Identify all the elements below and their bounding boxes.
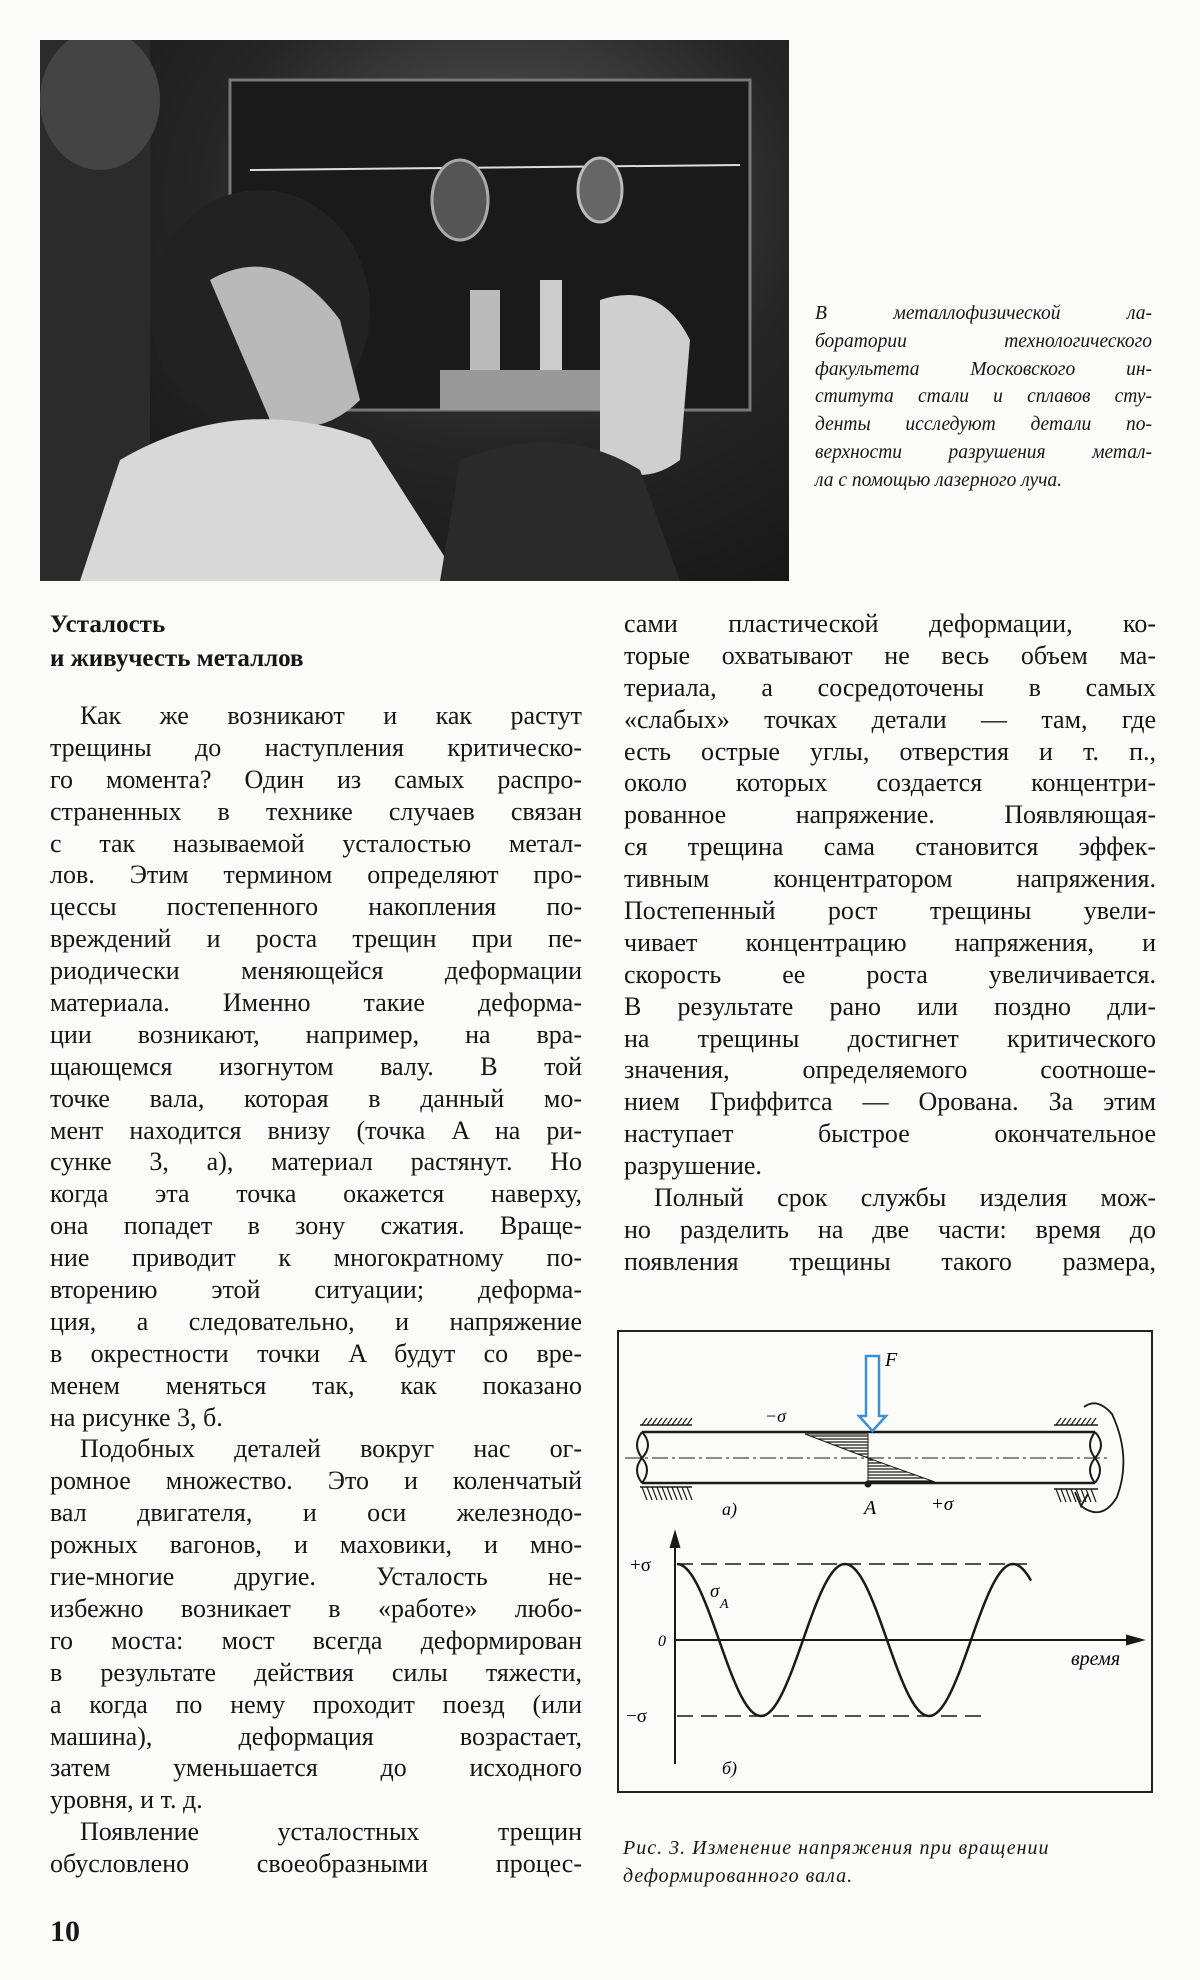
laboratory-photo bbox=[40, 40, 789, 581]
paragraph-line: скорость ее роста увеличивается. bbox=[624, 959, 1156, 989]
paragraph-line: разрушение. bbox=[624, 1151, 762, 1181]
hatch-mark bbox=[687, 1418, 692, 1425]
photo-caption-line: боратории технологического bbox=[815, 330, 1152, 352]
point-a-label: A bbox=[864, 1497, 877, 1519]
hatch-mark bbox=[652, 1418, 657, 1425]
hatch-mark bbox=[1056, 1489, 1061, 1502]
point-a-marker bbox=[865, 1481, 871, 1487]
hatch-mark bbox=[652, 1487, 657, 1500]
right-column-text bbox=[624, 608, 1156, 1278]
paragraph-line: ся трещина сама становится эффек- bbox=[624, 832, 1156, 862]
curve-label-subscript: A bbox=[720, 1597, 729, 1612]
force-arrow-icon bbox=[859, 1356, 886, 1431]
paragraph-line: в результате действия силы тяжести, bbox=[50, 1657, 582, 1687]
paragraph-line: Постепенный рост трещины увели- bbox=[624, 896, 1156, 926]
panel-b-label: б) bbox=[722, 1758, 738, 1778]
paragraph-line: гие-многие другие. Усталость не- bbox=[50, 1562, 582, 1592]
photo-caption bbox=[815, 300, 1152, 495]
paragraph-line: вал двигателя, и оси железнодо- bbox=[50, 1498, 582, 1528]
paragraph-line: териала, а сосредоточены в самых bbox=[624, 672, 1156, 702]
paragraph-line: уровня, и т. д. bbox=[50, 1785, 203, 1815]
paragraph-line: избежно возникает в «работе» любо- bbox=[50, 1593, 582, 1623]
heading-line: и живучесть металлов bbox=[50, 645, 304, 672]
paragraph-line: обусловлено своеобразными процес- bbox=[50, 1849, 582, 1879]
paragraph-line: рожных вагонов, и маховики, и мно- bbox=[50, 1530, 582, 1560]
panel-a-label: а) bbox=[722, 1499, 737, 1519]
hatch-mark bbox=[1061, 1418, 1066, 1425]
figure-caption-line: деформированного вала. bbox=[623, 1865, 854, 1887]
hatch-mark bbox=[1071, 1489, 1076, 1502]
paragraph-line: Подобных деталей вокруг нас ог- bbox=[80, 1434, 582, 1464]
support-hatch-right bbox=[1054, 1425, 1098, 1489]
paragraph-line: Появление усталостных трещин bbox=[80, 1817, 582, 1847]
hatch-mark bbox=[1081, 1418, 1086, 1425]
hatch-mark bbox=[687, 1487, 692, 1500]
minus-sigma-label: −σ bbox=[765, 1406, 787, 1426]
hatch-mark bbox=[647, 1487, 652, 1500]
hatch-mark bbox=[667, 1418, 672, 1425]
hatch-mark bbox=[657, 1487, 662, 1500]
hatch-mark bbox=[1086, 1418, 1091, 1425]
paragraph-line: значения, определяемого соотноше- bbox=[624, 1055, 1156, 1085]
hatch-mark bbox=[1066, 1418, 1071, 1425]
paragraph-line: появления трещины такого размера, bbox=[624, 1246, 1156, 1276]
paragraph-line: с так называемой усталостью метал- bbox=[50, 828, 582, 858]
paragraph-line: машина), деформация возрастает, bbox=[50, 1721, 582, 1751]
paragraph-line: ромное множество. Это и коленчатый bbox=[50, 1466, 582, 1496]
paragraph-line: ние приводит к многократному по- bbox=[50, 1243, 582, 1273]
hatch-mark bbox=[677, 1418, 682, 1425]
paragraph-line: трещины до наступления критическо- bbox=[50, 732, 582, 762]
paragraph-line: ция, а следовательно, и напряжение bbox=[50, 1306, 582, 1336]
paragraph-line: торые охватывают не весь объем ма- bbox=[624, 640, 1156, 670]
photo-caption-line: В металлофизической ла- bbox=[815, 303, 1152, 324]
hatch-mark bbox=[1066, 1489, 1071, 1502]
paragraph-line: затем уменьшается до исходного bbox=[50, 1753, 582, 1783]
photo-caption-line: ла с помощью лазерного луча. bbox=[815, 469, 1063, 491]
support-hatch-left bbox=[640, 1425, 692, 1487]
hatch-mark bbox=[672, 1418, 677, 1425]
paragraph-line: го моста: мост всегда деформирован bbox=[50, 1625, 582, 1655]
hatch-mark bbox=[667, 1487, 672, 1500]
curve-label: σ bbox=[710, 1581, 720, 1602]
hatch-mark bbox=[647, 1418, 652, 1425]
paragraph-line: лов. Этим термином определяют про- bbox=[50, 860, 582, 890]
hatch-mark bbox=[682, 1487, 687, 1500]
photo-illustration bbox=[40, 40, 789, 581]
y-plus-sigma-label: +σ bbox=[630, 1555, 651, 1576]
paragraph-line: она попадет в зону сжатия. Враще- bbox=[50, 1211, 582, 1241]
paragraph-line: ции возникают, например, на вра- bbox=[50, 1019, 582, 1049]
paragraph-line: щающемся изогнутом валу. В той bbox=[50, 1051, 582, 1081]
hatch-mark bbox=[642, 1487, 647, 1500]
paragraph-line: а когда по нему проходит поезд (или bbox=[50, 1689, 582, 1719]
paragraph-line: наступает быстрое окончательное bbox=[624, 1119, 1156, 1149]
photo-caption-line: ститута стали и сплавов сту- bbox=[815, 386, 1152, 408]
paragraph-line: рованное напряжение. Появляющая- bbox=[624, 800, 1156, 830]
paragraph-line: сунке 3, а), материал растянут. Но bbox=[50, 1147, 582, 1177]
y-minus-sigma-label: −σ bbox=[626, 1706, 647, 1727]
page-number: 10 bbox=[50, 1915, 80, 1948]
paragraph-line: тивным концентратором напряжения. bbox=[624, 864, 1156, 894]
paragraph-line: чивает концентрацию напряжения, и bbox=[624, 927, 1156, 957]
paragraph-line: сами пластической деформации, ко- bbox=[624, 609, 1156, 638]
hatch-mark bbox=[662, 1487, 667, 1500]
paragraph-line: риодически меняющейся деформации bbox=[50, 956, 582, 986]
left-column-text bbox=[50, 700, 582, 1880]
hatch-mark bbox=[1076, 1418, 1081, 1425]
paragraph-line: мент находится внизу (точка A на ри- bbox=[50, 1115, 582, 1145]
paragraph-line: на трещины достигнет критического bbox=[624, 1023, 1156, 1053]
photo-caption-line: верхности разрушения метал- bbox=[815, 441, 1152, 463]
force-label: F bbox=[885, 1349, 898, 1371]
photo-caption-line: факультета Московского ин- bbox=[815, 358, 1152, 380]
paragraph-line: нием Гриффитса — Орована. За этим bbox=[624, 1087, 1156, 1117]
hatch-mark bbox=[1056, 1418, 1061, 1425]
hatch-mark bbox=[677, 1487, 682, 1500]
paragraph-line: го момента? Один из самых распро- bbox=[50, 764, 582, 794]
photo-caption-line: денты исследуют детали по- bbox=[815, 414, 1152, 436]
hatch-mark bbox=[657, 1418, 662, 1425]
heading-line: Усталость bbox=[50, 611, 166, 638]
paragraph-line: менем меняться так, как показано bbox=[50, 1370, 582, 1400]
paragraph-line: «слабых» точках детали — там, где bbox=[624, 704, 1156, 734]
shaft-stress-diagram bbox=[619, 1332, 1155, 1795]
hatch-mark bbox=[662, 1418, 667, 1425]
paragraph-line: но разделить на две части: время до bbox=[624, 1214, 1156, 1244]
paragraph-line: вреждений и роста трещин при пе- bbox=[50, 924, 582, 954]
hatch-mark bbox=[682, 1418, 687, 1425]
paragraph-line: в окрестности точки A будут со вре- bbox=[50, 1338, 582, 1368]
paragraph-line: вторению этой ситуации; деформа- bbox=[50, 1275, 582, 1305]
paragraph-line: на рисунке 3, б. bbox=[50, 1402, 223, 1432]
paragraph-line: когда эта точка окажется наверху, bbox=[50, 1179, 582, 1209]
hatch-mark bbox=[642, 1418, 647, 1425]
paragraph-line: материала. Именно такие деформа- bbox=[50, 988, 582, 1018]
figure-caption-line: Рис. 3. Изменение напряжения при вращении bbox=[623, 1837, 1050, 1859]
plus-sigma-label: +σ bbox=[931, 1494, 954, 1515]
section-heading bbox=[50, 608, 582, 676]
paragraph-line: Полный срок службы изделия мож- bbox=[654, 1183, 1156, 1213]
hatch-mark bbox=[672, 1487, 677, 1500]
hatch-mark bbox=[1091, 1418, 1096, 1425]
paragraph-line: точке вала, которая в данный мо- bbox=[50, 1083, 582, 1113]
paragraph-line: Как же возникают и как растут bbox=[80, 701, 582, 730]
paragraph-line: есть острые углы, отверстия и т. п., bbox=[624, 736, 1156, 766]
paragraph-line: около которых создается концентри- bbox=[624, 768, 1156, 798]
hatch-mark bbox=[1091, 1489, 1096, 1502]
hatch-mark bbox=[1071, 1418, 1076, 1425]
paragraph-line: цессы постепенного накопления по- bbox=[50, 892, 582, 922]
figure-3 bbox=[617, 1330, 1153, 1793]
paragraph-line: страненных в технике случаев связан bbox=[50, 796, 582, 826]
y-zero-label: 0 bbox=[658, 1633, 666, 1650]
paragraph-line: В результате рано или поздно дли- bbox=[624, 991, 1156, 1021]
figure-caption bbox=[623, 1834, 1153, 1890]
x-axis-label: время bbox=[1071, 1648, 1121, 1670]
hatch-mark bbox=[1061, 1489, 1066, 1502]
